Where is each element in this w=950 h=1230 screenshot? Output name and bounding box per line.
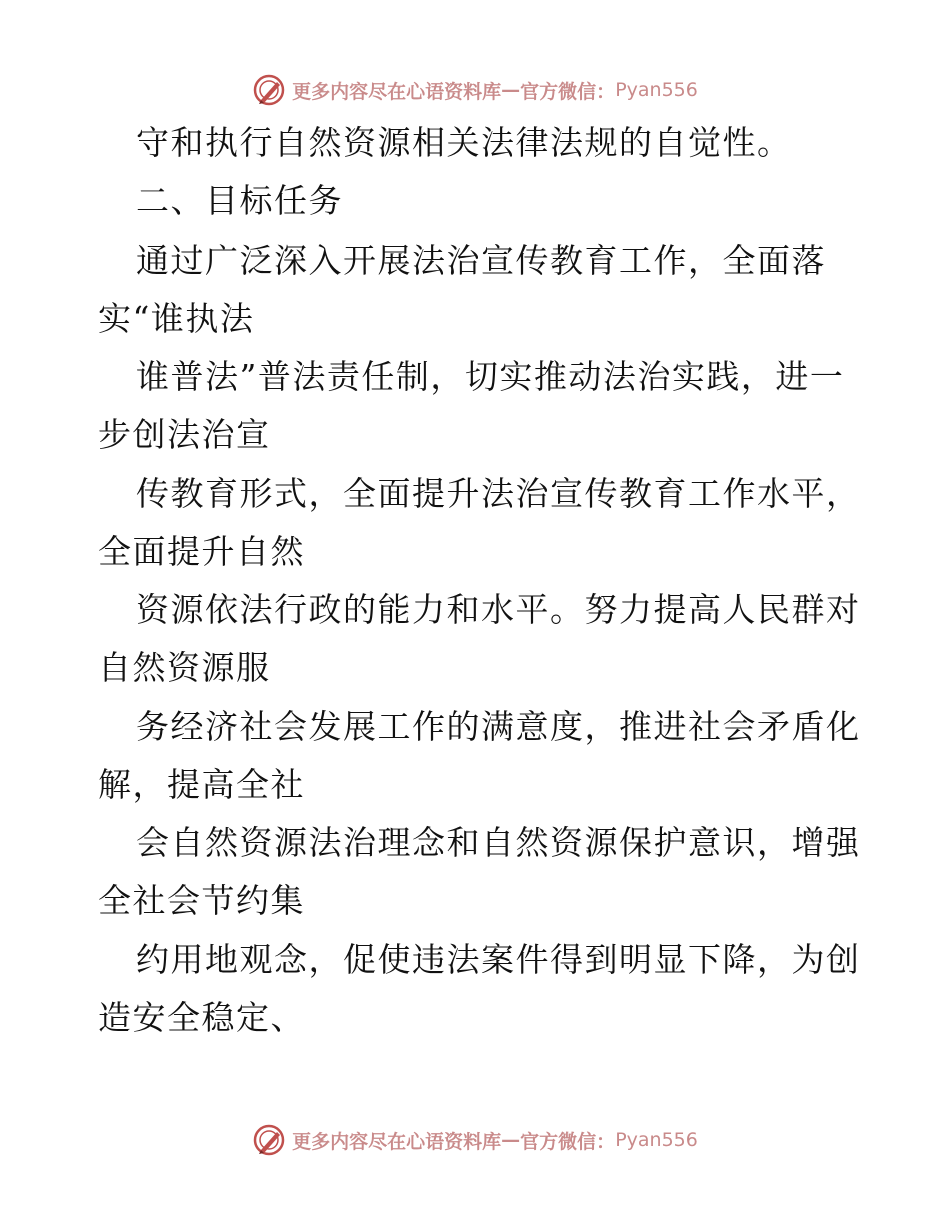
section-heading: 二、目标任务 — [136, 181, 343, 220]
watermark-wechat-id: Pyan556 — [615, 1129, 698, 1151]
body-line: 资源依法行政的能力和水平。努力提高人民群对 — [136, 590, 861, 629]
pen-logo-icon — [252, 73, 286, 107]
body-line: 传教育形式，全面提升法治宣传教育工作水平， — [136, 474, 861, 513]
watermark-brand: 更多内容尽在心语资料库 — [292, 1130, 502, 1153]
body-line: 通过广泛深入开展法治宣传教育工作，全面落 — [136, 241, 826, 280]
header-watermark — [0, 70, 950, 110]
body-line: 解，提高全社 — [98, 765, 305, 804]
footer-watermark — [0, 1120, 950, 1160]
watermark-wechat-label: 官方微信： — [520, 1130, 616, 1153]
watermark-wechat-id: Pyan556 — [615, 79, 698, 101]
pen-logo-icon — [252, 1123, 286, 1157]
body-line: 全社会节约集 — [98, 881, 305, 920]
body-line: 谁普法”普法责任制，切实推动法治实践，进一 — [136, 357, 845, 396]
watermark-dash: — — [501, 1129, 521, 1151]
body-line: 守和执行自然资源相关法律法规的自觉性。 — [136, 123, 792, 162]
body-line: 实“谁执法 — [98, 299, 255, 338]
body-line: 全面提升自然 — [98, 532, 305, 571]
watermark-brand: 更多内容尽在心语资料库 — [292, 80, 502, 103]
body-line: 自然资源服 — [98, 648, 271, 687]
body-line: 会自然资源法治理念和自然资源保护意识，增强 — [136, 823, 861, 862]
watermark-dash: — — [501, 79, 521, 101]
body-line: 造安全稳定、 — [98, 998, 305, 1037]
watermark-wechat-label: 官方微信： — [520, 80, 616, 103]
body-line: 务经济社会发展工作的满意度，推进社会矛盾化 — [136, 707, 861, 746]
body-line: 约用地观念，促使违法案件得到明显下降，为创 — [136, 940, 861, 979]
body-line: 步创法治宣 — [98, 415, 271, 454]
